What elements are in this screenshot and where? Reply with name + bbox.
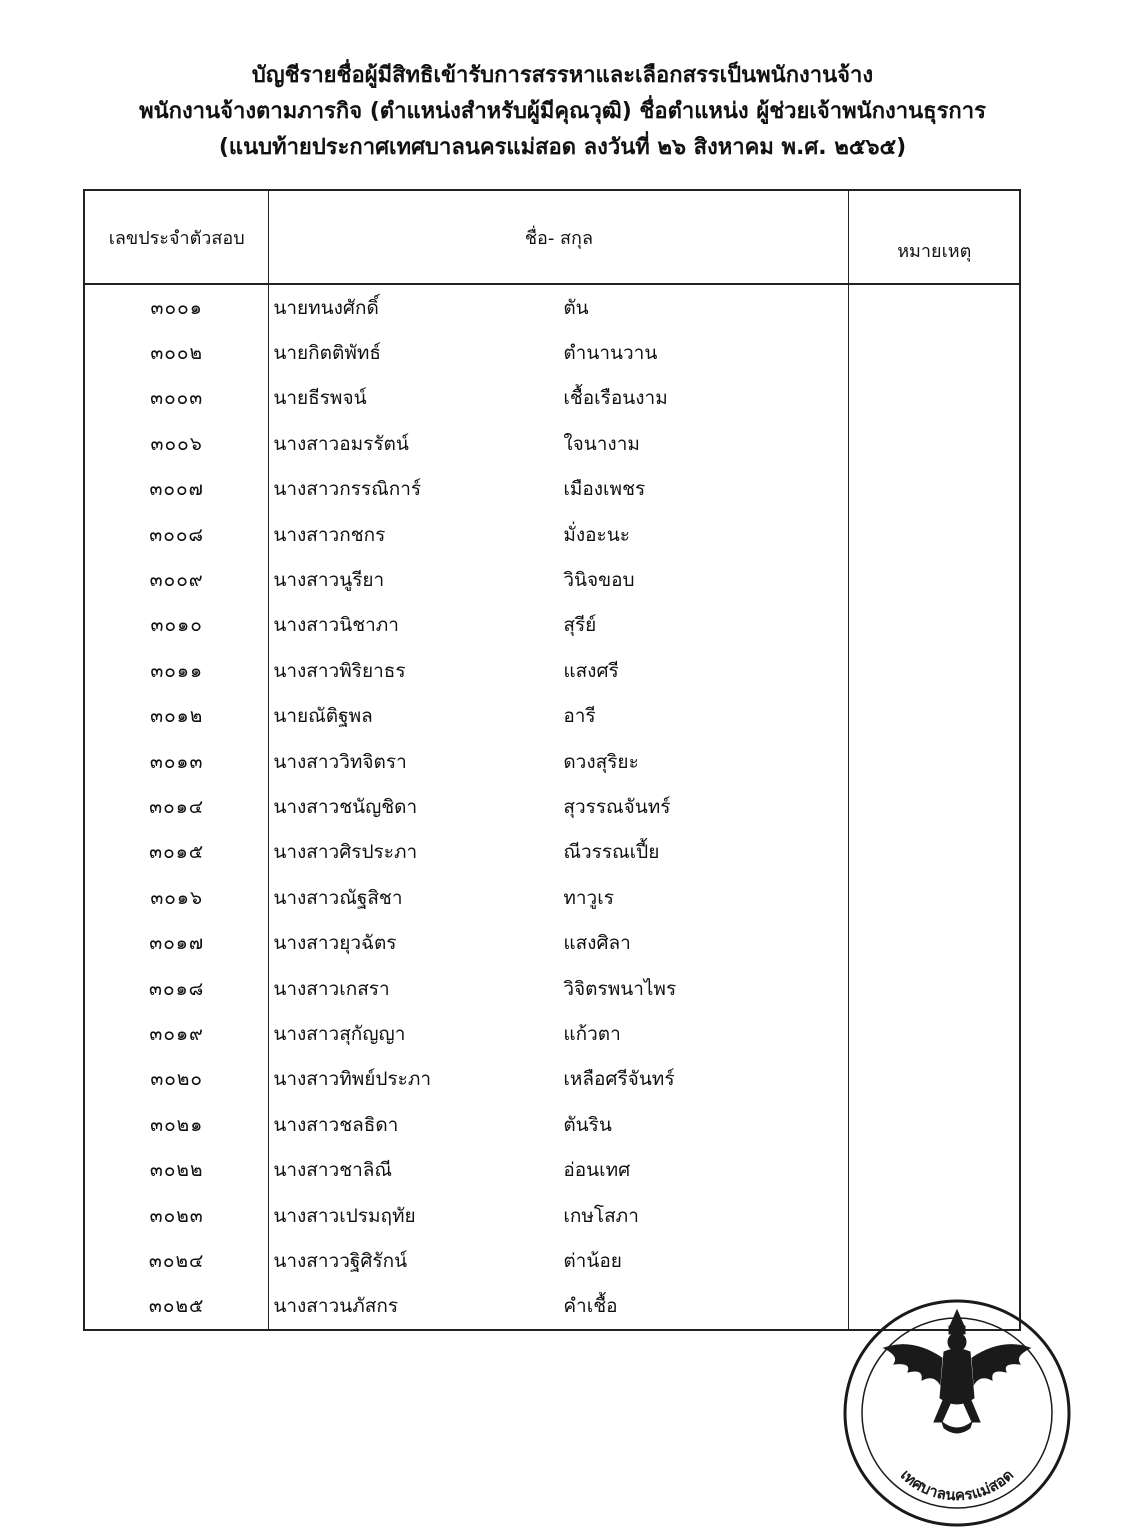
full-name-wrap [269, 520, 848, 550]
full-name-wrap [269, 610, 848, 640]
table-row [84, 1147, 1020, 1192]
first-name: นางสาวพิริยาธร [273, 659, 406, 682]
full-name-cell [269, 1284, 849, 1330]
full-name-cell [269, 1057, 849, 1102]
first-name: นางสาวนูรียา [273, 569, 385, 592]
full-name-wrap [269, 883, 848, 913]
remark-cell [849, 1147, 1020, 1192]
full-name-wrap [269, 701, 848, 731]
first-name: นางสาวยุวฉัตร [273, 932, 397, 955]
first-name: นางสาวชลธิดา [273, 1113, 399, 1136]
last-name: เชื้อเรือนงาม [563, 387, 668, 410]
full-name-cell [269, 603, 849, 648]
full-name-wrap [269, 429, 848, 459]
remark-cell [849, 421, 1020, 466]
remark-cell [849, 784, 1020, 829]
remark-cell [849, 1102, 1020, 1147]
first-name: นางสาวชนัญชิดา [273, 795, 418, 818]
table-header-row [84, 190, 1020, 284]
first-name: นางสาวนิชาภา [273, 614, 399, 637]
full-name-wrap [269, 338, 848, 368]
full-name-cell [269, 1102, 849, 1147]
exam-id-cell: ๓๐๑๘ [84, 966, 269, 1011]
remark-cell [849, 512, 1020, 557]
exam-id-cell: ๓๐๑๔ [84, 784, 269, 829]
full-name-wrap [269, 1201, 848, 1231]
last-name: ตำนานวาน [563, 342, 658, 365]
last-name: เมืองเพชร [563, 478, 646, 501]
full-name-wrap [269, 792, 848, 822]
table-row [84, 330, 1020, 375]
remark-cell [849, 1011, 1020, 1056]
full-name-cell [269, 1011, 849, 1056]
header-title-line-1: บัญชีรายชื่อผู้มีสิทธิเข้ารับการสรรหาและเลือกสรรเป็นพนักงานจ้าง [251, 63, 874, 88]
last-name: สุวรรณจันทร์ [563, 795, 671, 818]
remark-cell [849, 557, 1020, 602]
remark-cell [849, 648, 1020, 693]
document-header [0, 58, 1125, 166]
last-name: เหลือศรีจันทร์ [563, 1068, 675, 1091]
full-name-cell [269, 421, 849, 466]
full-name-wrap [269, 928, 848, 958]
first-name: นายกิตติพัทธ์ [273, 342, 381, 365]
last-name: คำเชื้อ [563, 1295, 618, 1318]
exam-id-cell: ๓๐๑๐ [84, 603, 269, 648]
last-name: ต่าน้อย [563, 1249, 622, 1272]
full-name-cell [269, 1238, 849, 1283]
first-name: นางสาวนภัสกร [273, 1295, 399, 1318]
full-name-cell [269, 1147, 849, 1192]
first-name: นางสาวชาลิณี [273, 1159, 393, 1182]
table-row [84, 603, 1020, 648]
last-name: ใจนางาม [563, 432, 640, 455]
table-row [84, 467, 1020, 512]
full-name-cell [269, 784, 849, 829]
last-name: วินิจขอบ [563, 569, 635, 592]
candidate-table [83, 189, 1021, 1331]
full-name-cell [269, 830, 849, 875]
remark-cell [849, 739, 1020, 784]
table-row [84, 739, 1020, 784]
exam-id-cell: ๓๐๑๕ [84, 830, 269, 875]
exam-id-cell: ๓๐๐๘ [84, 512, 269, 557]
exam-id-cell: ๓๐๒๐ [84, 1057, 269, 1102]
full-name-wrap [269, 1064, 848, 1094]
remark-cell [849, 1193, 1020, 1238]
remark-cell [849, 284, 1020, 330]
first-name: นางสาวเกสรา [273, 977, 390, 1000]
table-row [84, 284, 1020, 330]
remark-cell [849, 920, 1020, 965]
full-name-wrap [269, 1110, 848, 1140]
exam-id-cell: ๓๐๒๔ [84, 1238, 269, 1283]
exam-id-cell: ๓๐๐๙ [84, 557, 269, 602]
first-name: นางสาวศิรประภา [273, 841, 418, 864]
exam-id-cell: ๓๐๑๑ [84, 648, 269, 693]
full-name-cell [269, 284, 849, 330]
full-name-wrap [269, 474, 848, 504]
first-name: นางสาววฐิศิรักน์ [273, 1249, 408, 1272]
full-name-wrap [269, 293, 848, 323]
column-header-exam-id: เลขประจำตัวสอบ [84, 190, 269, 284]
first-name: นางสาวสุกัญญา [273, 1022, 406, 1045]
last-name: ตันริน [563, 1113, 612, 1136]
remark-cell [849, 966, 1020, 1011]
header-title-line-3: (แนบท้ายประกาศเทศบาลนครแม่สอด ลงวันที่ ๒๖ สิงหาคม พ.ศ. ๒๕๖๕) [218, 135, 907, 160]
header-title-line-2: พนักงานจ้างตามภารกิจ (ตำแหน่งสำหรับผู้มีคุณวุฒิ) ชื่อตำแหน่ง ผู้ช่วยเจ้าพนักงานธุรการ [139, 99, 986, 124]
remark-cell [849, 1238, 1020, 1283]
exam-id-cell: ๓๐๒๒ [84, 1147, 269, 1192]
full-name-wrap [269, 974, 848, 1004]
exam-id-cell: ๓๐๑๒ [84, 694, 269, 739]
remark-cell [849, 830, 1020, 875]
exam-id-cell: ๓๐๑๓ [84, 739, 269, 784]
last-name: ทาวูเร [563, 886, 614, 909]
first-name: นายธีรพจน์ [273, 387, 367, 410]
last-name: ดวงสุริยะ [563, 750, 639, 773]
remark-cell [849, 603, 1020, 648]
full-name-wrap [269, 1291, 848, 1321]
table-row [84, 512, 1020, 557]
full-name-cell [269, 875, 849, 920]
last-name: แสงศิลา [563, 932, 631, 955]
last-name: แสงศรี [563, 659, 619, 682]
remark-cell [849, 1057, 1020, 1102]
full-name-cell [269, 694, 849, 739]
exam-id-cell: ๓๐๐๒ [84, 330, 269, 375]
full-name-cell [269, 376, 849, 421]
first-name: นางสาวเปรมฤทัย [273, 1204, 416, 1227]
table-row [84, 557, 1020, 602]
first-name: นางสาวณัฐสิชา [273, 886, 403, 909]
seal-caption: เทศบาลนครแม่สอด [896, 1465, 1018, 1505]
candidate-table-body [84, 284, 1020, 1330]
full-name-wrap [269, 656, 848, 686]
exam-id-cell: ๓๐๐๗ [84, 467, 269, 512]
table-row [84, 830, 1020, 875]
exam-id-cell: ๓๐๐๑ [84, 284, 269, 330]
last-name: ณีวรรณเปี้ย [563, 841, 660, 864]
remark-cell [849, 467, 1020, 512]
first-name: นางสาวอมรรัตน์ [273, 432, 409, 455]
table-row [84, 421, 1020, 466]
full-name-wrap [269, 1246, 848, 1276]
exam-id-cell: ๓๐๒๓ [84, 1193, 269, 1238]
full-name-wrap [269, 747, 848, 777]
first-name: นายทนงศักดิ์ [273, 296, 379, 319]
last-name: อารี [563, 705, 596, 728]
table-row [84, 920, 1020, 965]
full-name-cell [269, 739, 849, 784]
first-name: นางสาวกชกร [273, 523, 386, 546]
first-name: นายณัติฐพล [273, 705, 373, 728]
remark-cell [849, 376, 1020, 421]
full-name-cell [269, 467, 849, 512]
exam-id-cell: ๓๐๒๑ [84, 1102, 269, 1147]
last-name: สุรีย์ [563, 614, 597, 637]
remark-cell [849, 330, 1020, 375]
exam-id-cell: ๓๐๑๗ [84, 920, 269, 965]
table-row [84, 694, 1020, 739]
table-row [84, 784, 1020, 829]
remark-cell [849, 694, 1020, 739]
exam-id-cell: ๓๐๐๖ [84, 421, 269, 466]
full-name-wrap [269, 837, 848, 867]
full-name-cell [269, 557, 849, 602]
table-row [84, 966, 1020, 1011]
last-name: ตัน [563, 296, 589, 319]
last-name: วิจิตรพนาไพร [563, 977, 677, 1000]
remark-cell [849, 875, 1020, 920]
table-row [84, 648, 1020, 693]
exam-id-cell: ๓๐๒๕ [84, 1284, 269, 1330]
full-name-cell [269, 648, 849, 693]
table-row [84, 1238, 1020, 1283]
first-name: นางสาววิทจิตรา [273, 750, 407, 773]
full-name-cell [269, 966, 849, 1011]
exam-id-cell: ๓๐๐๓ [84, 376, 269, 421]
full-name-cell [269, 512, 849, 557]
full-name-wrap [269, 565, 848, 595]
table-row [84, 1102, 1020, 1147]
table-row [84, 1011, 1020, 1056]
garuda-seal-icon [842, 1298, 1072, 1528]
full-name-cell [269, 920, 849, 965]
table-row [84, 875, 1020, 920]
full-name-wrap [269, 1019, 848, 1049]
full-name-cell [269, 330, 849, 375]
table-row [84, 376, 1020, 421]
full-name-cell [269, 1193, 849, 1238]
exam-id-cell: ๓๐๑๖ [84, 875, 269, 920]
first-name: นางสาวกรรณิการ์ [273, 478, 422, 501]
first-name: นางสาวทิพย์ประภา [273, 1068, 432, 1091]
table-row [84, 1193, 1020, 1238]
table-row [84, 1057, 1020, 1102]
last-name: แก้วตา [563, 1022, 621, 1045]
column-header-remark: หมายเหตุ [849, 190, 1020, 284]
column-header-full-name: ชื่อ- สกุล [269, 190, 849, 284]
last-name: มั่งอะนะ [563, 523, 630, 546]
last-name: อ่อนเทศ [563, 1159, 631, 1182]
exam-id-cell: ๓๐๑๙ [84, 1011, 269, 1056]
full-name-wrap [269, 383, 848, 413]
full-name-wrap [269, 1155, 848, 1185]
last-name: เกษโสภา [563, 1204, 639, 1227]
